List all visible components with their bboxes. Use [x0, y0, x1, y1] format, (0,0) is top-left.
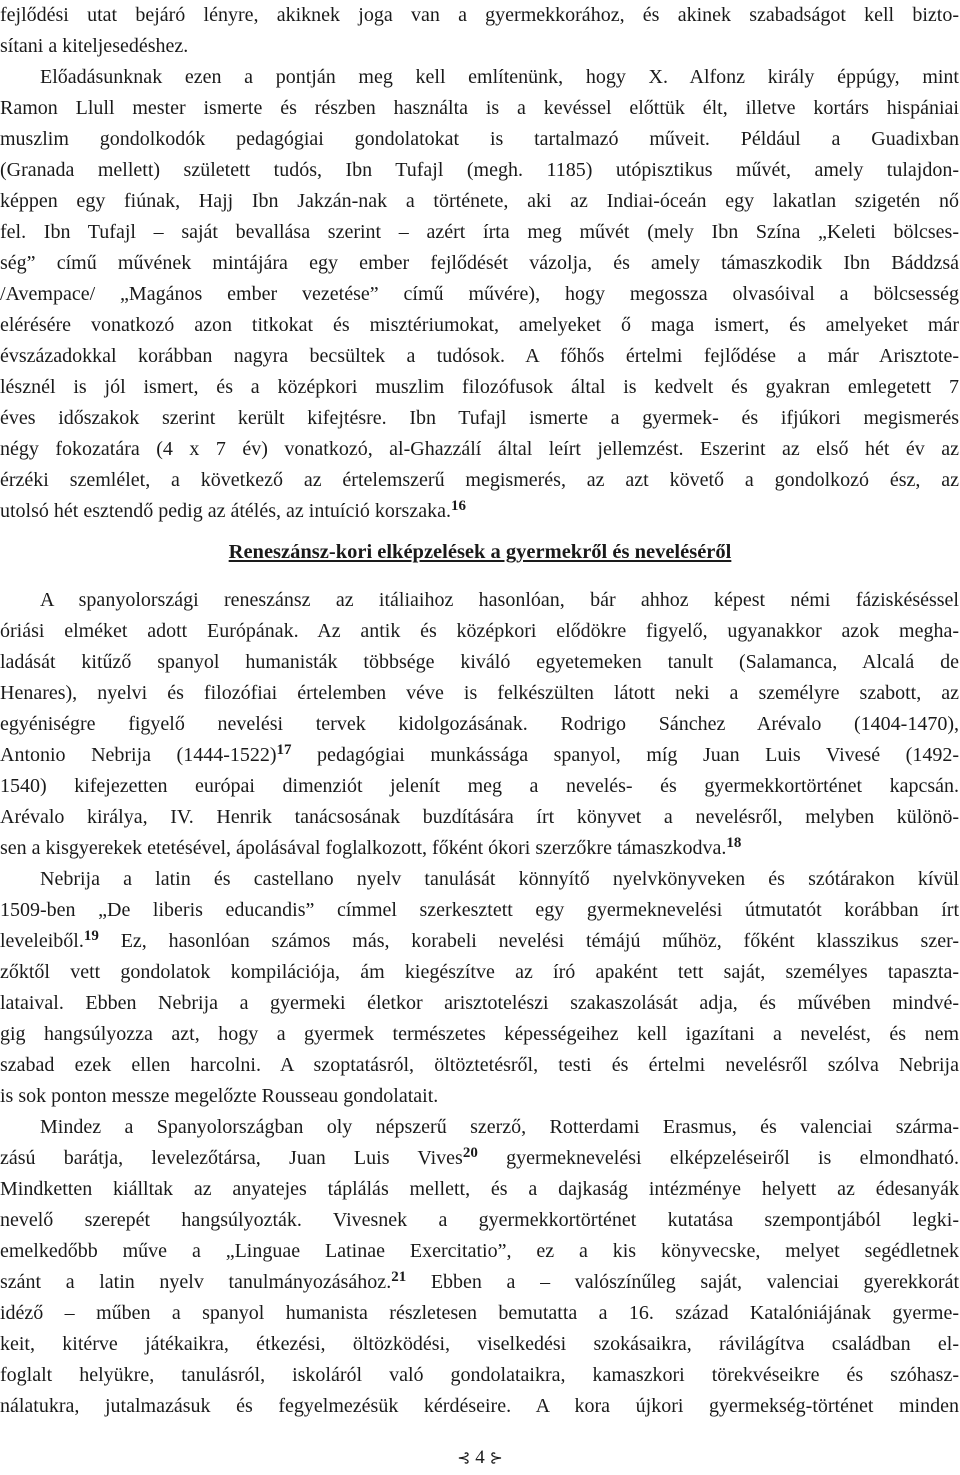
- text-line: évszázadokkal korábban nagyra becsültek a tudósok. A főhős értelmi fejlődése a már Arisztote-: [0, 345, 959, 367]
- text-line: Mindketten kiálltak az anyatejes táplálás mellett, és a dajkaság intézménye helyett az édesanyák: [0, 1178, 959, 1200]
- text-line: [0, 496, 959, 527]
- text-line: egyéniségre figyelő nevelési tervek kidolgozásának. Rodrigo Sánchez Arévalo (1404-1470),: [0, 713, 959, 735]
- footnote-ref[interactable]: 19: [83, 928, 99, 944]
- text-segment: sen a kisgyerekek etetésével, ápolásával foglalkozott, főként ókori szerzőkre támaszkodva.: [0, 837, 727, 859]
- footnote-ref[interactable]: 18: [726, 835, 742, 851]
- text-line: Nebrija a latin és castellano nyelv tanulását könnyítő nyelvkönyveken és szótárakon kívül: [40, 868, 959, 890]
- text-line: muszlim gondolkodók pedagógiai gondolatokat is tartalmazó műveit. Például a Guadixban: [0, 128, 959, 150]
- text-segment: Ebben a – valószínűleg saját, valenciai gyerekkorát: [406, 1271, 960, 1293]
- text-line: idéző – műben a spanyol humanista részletesen bemutatta a 16. század Katalóniájának gyerme-: [0, 1302, 959, 1324]
- text-line: [0, 926, 959, 957]
- text-line: [0, 740, 959, 771]
- text-line: 1540) kifejezetten európai dimenziót jelenít meg a nevelés- és gyermekkortörténet kapcsán.: [0, 775, 959, 797]
- footnote-ref[interactable]: 16: [450, 498, 466, 514]
- text-line: 1509-ben „De liberis educandis” címmel szerkesztett egy gyermeknevelési útmutatót korábban írt: [0, 899, 959, 921]
- text-line: fel. Ibn Tufajl – saját bevallása szerint – azért írta meg művét (mely Ibn Szína „Keleti bölcses-: [0, 221, 959, 243]
- text-line: [0, 1267, 959, 1298]
- text-segment: Ez, hasonlóan számos más, korabeli nevelési témájú műhöz, főként klasszikus szer-: [98, 930, 959, 952]
- ornament-right-icon: ⊱: [489, 1448, 503, 1467]
- text-segment: leveleiből.: [0, 930, 84, 952]
- text-line: zőktől vett gondolatok kompilációja, ám kiegészítve az író apaként tett saját, személyes tapaszta-: [0, 961, 959, 983]
- text-line: lataival. Ebben Nebrija a gyermeki életkor arisztotelészi szakaszolását adja, és művében mindvé-: [0, 992, 959, 1014]
- text-line: nevelő szerepét hangsúlyozták. Vivesnek a gyermekkortörténet kutatása szempontjából legki-: [0, 1209, 959, 1231]
- text-segment: zású barátja, levelezőtársa, Juan Luis Vives: [0, 1147, 463, 1169]
- text-line: nálatukra, jutalmazásuk és fegyelmezésük kérdéseire. A kora újkori gyermekség-történet minden: [0, 1395, 959, 1417]
- text-line: Ramon Llull mester ismerte és részben használta is a kevéssel előttük élt, illetve kortárs hispániai: [0, 97, 959, 119]
- page-number: 4: [475, 1447, 485, 1468]
- text-line: keit, kitérve játékaikra, étkezési, öltözködési, viselkedési szokásaikra, rávilágítva családban el-: [0, 1333, 959, 1355]
- text-line: Henares), nyelvi és filozófiai értelemben véve is felkészülten látott neki a személyre szabott, az: [0, 682, 959, 704]
- ornament-left-icon: ⊰: [457, 1448, 471, 1467]
- text-segment: szánt a latin nyelv tanulmányozásához.: [0, 1271, 392, 1293]
- footnote-ref[interactable]: 20: [462, 1145, 478, 1161]
- text-line: Mindez a Spanyolországban oly népszerű szerző, Rotterdami Erasmus, és valenciai szárma-: [40, 1116, 959, 1138]
- text-line: szabad ezek ellen harcolni. A szoptatásról, öltöztetésről, testi és értelmi nevelésről szólva Nebrija: [0, 1054, 959, 1076]
- text-line: is sok ponton messze megelőzte Rousseau gondolatait.: [0, 1085, 439, 1107]
- text-line: (Granada mellett) született tudós, Ibn Tufajl (megh. 1185) utópisztikus művét, amely tulajdon-: [0, 159, 959, 181]
- text-line: Arévalo királya, IV. Henrik tanácsosának buzdítására írt könyvet a nevelésről, melyben különö-: [0, 806, 959, 828]
- page-footer: [430, 1446, 530, 1470]
- text-line: foglalt helyükre, tanulásról, iskoláról való gondolataikra, kamaszkori törekvéseikre és szóhasz-: [0, 1364, 959, 1386]
- text-line: [0, 1143, 959, 1174]
- text-line: ség” című művének mintájára egy ember fejlődését vázolja, és amely támaszkodik Ibn Báddzsá: [0, 252, 959, 274]
- text-segment: pedagógiai munkássága spanyol, míg Juan Luis Vivesé (1492-: [291, 744, 959, 766]
- text-line: lésznél is jól ismert, és a középkori muszlim filozófusok által is kedvelt és gyakran emlegetett 7: [0, 376, 959, 398]
- text-line: sítani a kiteljesedéshez.: [0, 35, 189, 57]
- text-segment: gyermeknevelési elképzeléseiről is elmondható.: [477, 1147, 959, 1169]
- text-line: Előadásunknak ezen a pontján meg kell említenünk, hogy X. Alfonz király éppúgy, mint: [40, 66, 959, 88]
- text-line: emelkedőbb műve a „Linguae Latinae Exercitatio”, ez a kis könyvecske, melyet segédletnek: [0, 1240, 959, 1262]
- text-line: képpen egy fiúnak, Hajj Ibn Jakzán-nak a története, aki az Indiai-óceán egy lakatlan szigetén nő: [0, 190, 959, 212]
- text-segment: utolsó hét esztendő pedig az átélés, az intuíció korszaka.: [0, 500, 451, 522]
- footnote-ref[interactable]: 21: [391, 1269, 407, 1285]
- section-heading: Reneszánsz-kori elképzelések a gyermekről és neveléséről: [228, 541, 732, 563]
- text-line: /Avempace/ „Magános ember vezetése” című művére), hogy megossza olvasóival a bölcsesség: [0, 283, 959, 305]
- text-line: óriási elméket adott Európának. Az antik és középkori elődökre figyelő, ugyanakkor azok megha-: [0, 620, 959, 642]
- footnote-ref[interactable]: 17: [276, 742, 292, 758]
- text-line: négy fokozatára (4 x 7 év) vonatkozó, al-Ghazzálí által leírt jellemzést. Eszerint az első hét év az: [0, 438, 959, 460]
- text-line: gig hangsúlyozza azt, hogy a gyermek természetes képességeihez kell igazítani a nevelést, és nem: [0, 1023, 959, 1045]
- text-line: érzéki szemlélet, a következő az értelemszerű megismerés, az azt követő a gondolkozó ész, az: [0, 469, 959, 491]
- text-line: éves időszakok szerint került kifejtésre. Ibn Tufajl ismerte a gyermek- és ifjúkori megismerés: [0, 407, 959, 429]
- text-line: [0, 833, 959, 864]
- text-line: fejlődési utat bejáró lényre, akiknek joga van a gyermekkorához, és akinek szabadságot kell bizto-: [0, 4, 959, 26]
- text-line: A spanyolországi reneszánsz az itáliaihoz hasonlóan, bár ahhoz képest némi fáziskéséssel: [40, 589, 959, 611]
- text-line: ladását kitűző spanyol humanisták többsége kiváló egyetemeken tanult (Salamanca, Alcalá de: [0, 651, 959, 673]
- text-line: elérésére vonatkozó azon titkokat és misztériumokat, amelyeket ő maga ismert, és amelyeket már: [0, 314, 959, 336]
- text-segment: Antonio Nebrija (1444-1522): [0, 744, 277, 766]
